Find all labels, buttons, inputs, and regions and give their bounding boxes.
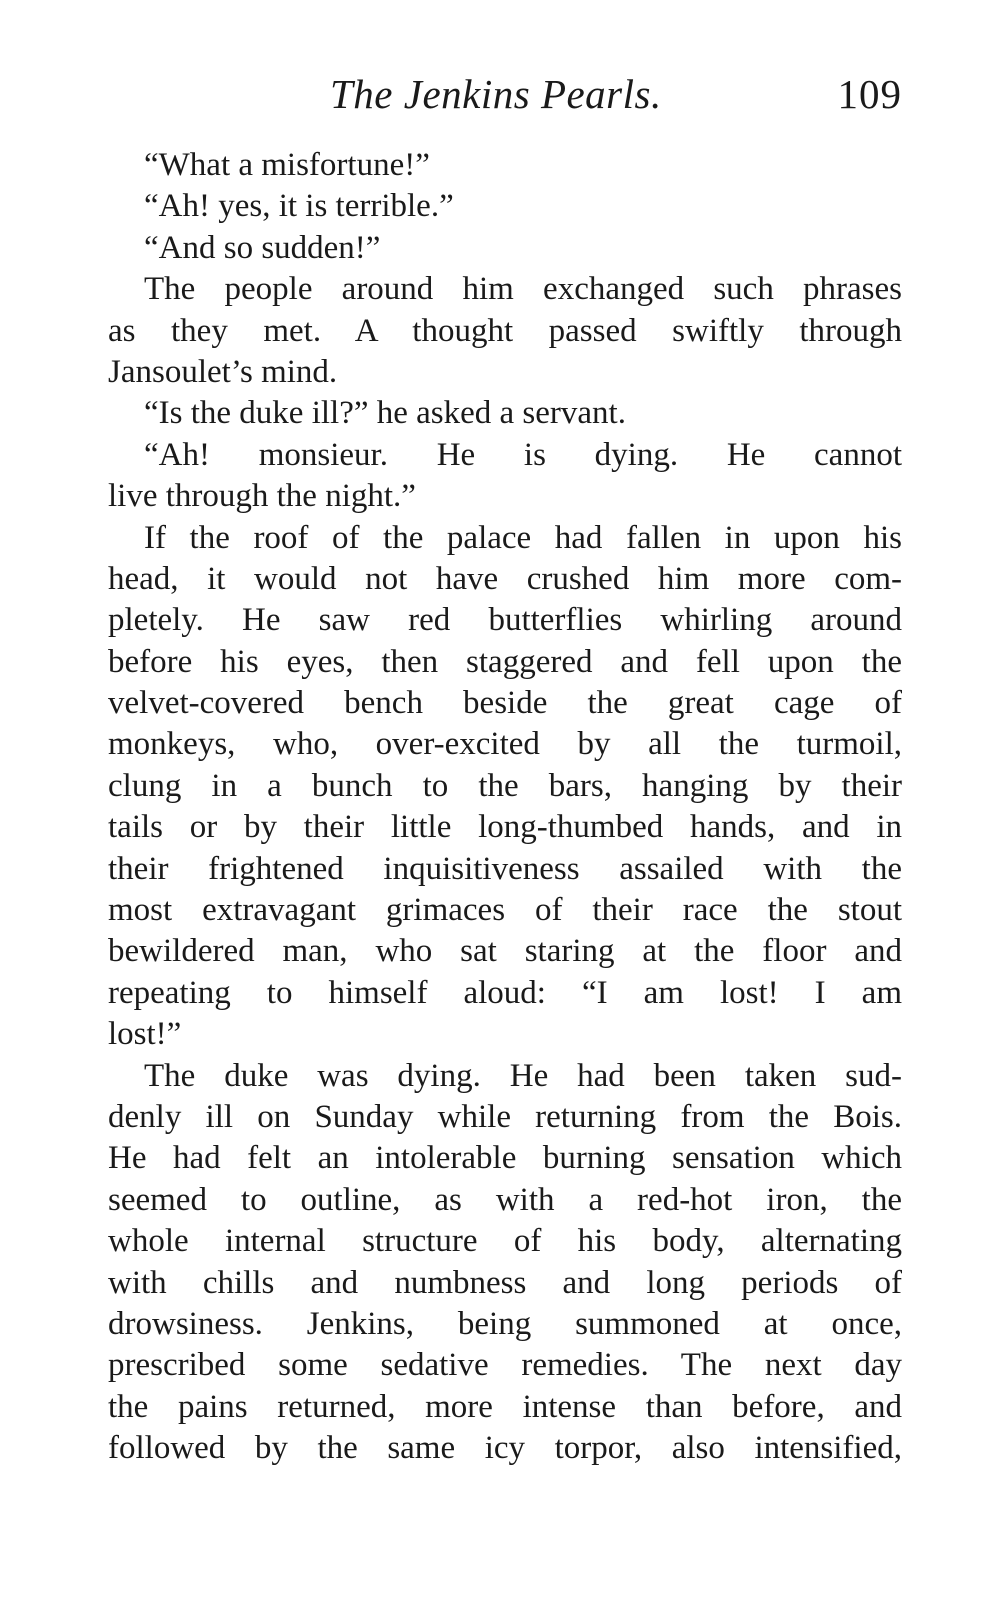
text-line: velvet-covered bench beside the great cage of [108,685,902,722]
text-line: the pains returned, more intense than before, and [108,1388,902,1425]
text-line: “Ah! monsieur. He is dying. He cannot [144,436,902,473]
text-line: head, it would not have crushed him more com- [108,560,902,597]
text-line: prescribed some sedative remedies. The next day [108,1347,902,1384]
text-line: denly ill on Sunday while returning from the Bois. [108,1098,902,1135]
text-line: with chills and numbness and long periods of [108,1264,902,1301]
text-line: “Ah! yes, it is terrible.” [144,188,454,225]
text-line: pletely. He saw red butterflies whirling around [108,602,902,639]
text-line: tails or by their little long-thumbed hands, and in [108,809,902,846]
text-line: their frightened inquisitiveness assailed with the [108,850,902,887]
text-line: Jansoulet’s mind. [108,353,338,390]
text-line: clung in a bunch to the bars, hanging by their [108,767,902,804]
text-line: The people around him exchanged such phrases [144,271,902,308]
text-line: “What a misfortune!” [144,147,430,183]
page-number: 109 [837,71,902,117]
text-line: He had felt an intolerable burning sensation which [108,1140,902,1177]
text-line: “And so sudden!” [144,229,381,266]
text-line: before his eyes, then staggered and fell upon the [108,643,902,680]
text-line: drowsiness. Jenkins, being summoned at once, [108,1305,902,1342]
text-line: seemed to outline, as with a red-hot iron, the [108,1181,902,1218]
text-line: If the roof of the palace had fallen in upon his [144,519,902,556]
running-head [108,70,902,130]
text-line: as they met. A thought passed swiftly through [108,312,902,349]
running-title: The Jenkins Pearls. [330,71,662,117]
text-line: followed by the same icy torpor, also intensified, [108,1430,902,1467]
text-line: The duke was dying. He had been taken sud- [144,1057,902,1094]
text-line: bewildered man, who sat staring at the floor and [108,933,902,970]
text-line: “Is the duke ill?” he asked a servant. [144,395,626,432]
text-line: repeating to himself aloud: “I am lost! I am [108,974,902,1011]
text-line: live through the night.” [108,478,416,515]
text-line: most extravagant grimaces of their race the stout [108,892,902,929]
text-line: monkeys, who, over-excited by all the turmoil, [108,726,902,763]
text-line: whole internal structure of his body, alternating [108,1223,902,1260]
text-line: lost!” [108,1016,182,1053]
body-text [108,145,902,1470]
